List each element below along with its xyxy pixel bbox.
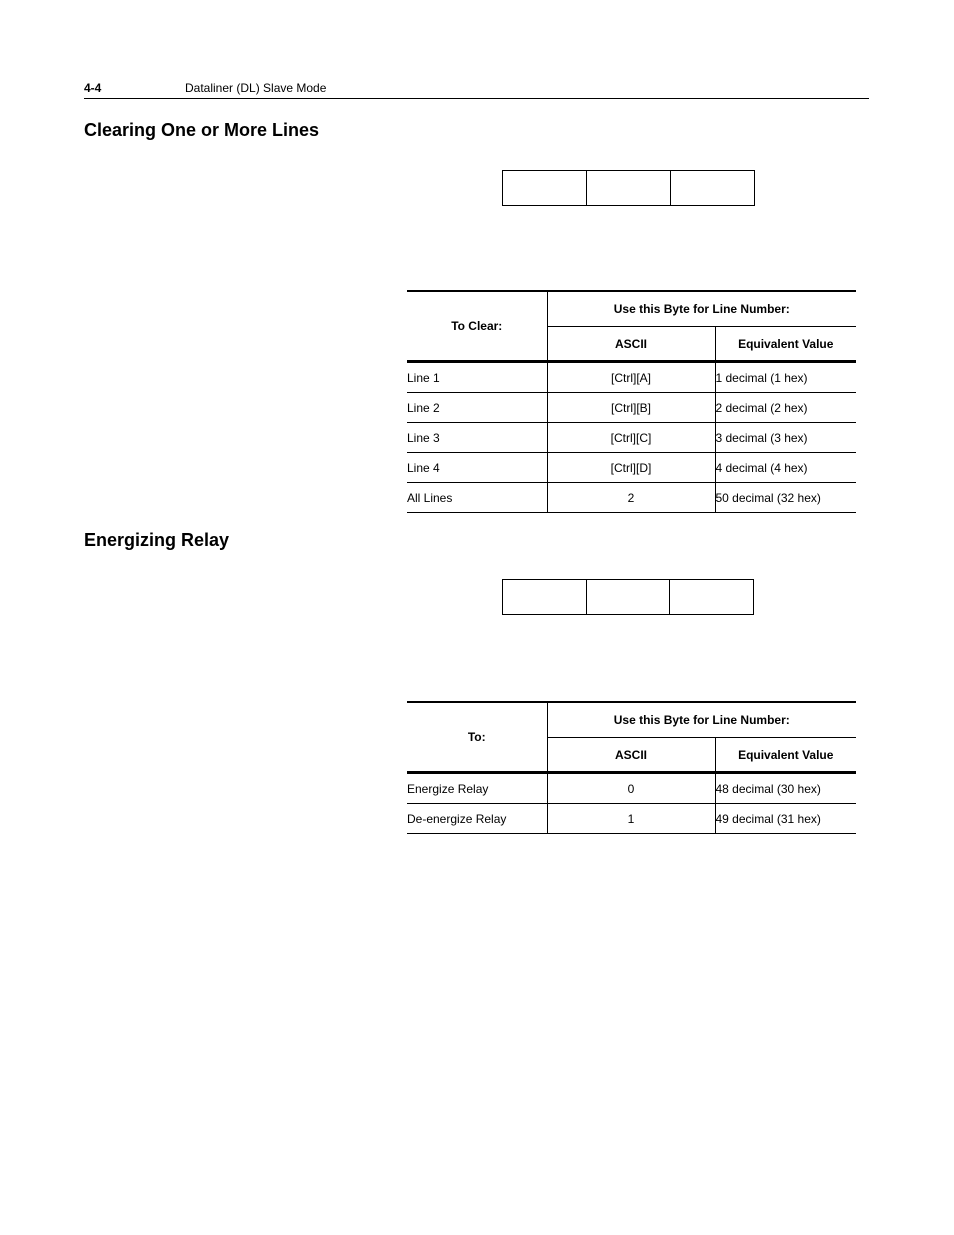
ascii-cell: [Ctrl][A] xyxy=(547,362,715,393)
energize-relay-table xyxy=(407,701,856,834)
value-cell: 2 decimal (2 hex) xyxy=(715,393,856,423)
byte-box xyxy=(503,171,586,205)
table-row xyxy=(407,804,856,834)
table-row xyxy=(407,483,856,513)
column-header-equivalent-value: Equivalent Value xyxy=(715,738,856,773)
row-label: All Lines xyxy=(407,483,547,513)
value-cell: 3 decimal (3 hex) xyxy=(715,423,856,453)
row-label: Line 3 xyxy=(407,423,547,453)
column-header-to-clear: To Clear: xyxy=(407,291,547,362)
group-header-byte: Use this Byte for Line Number: xyxy=(547,291,856,327)
byte-box xyxy=(670,171,754,205)
value-cell: 1 decimal (1 hex) xyxy=(715,362,856,393)
ascii-cell: [Ctrl][C] xyxy=(547,423,715,453)
value-cell: 49 decimal (31 hex) xyxy=(715,804,856,834)
ascii-cell: 0 xyxy=(547,773,715,804)
ascii-cell: 1 xyxy=(547,804,715,834)
table-row xyxy=(407,362,856,393)
row-label: Line 1 xyxy=(407,362,547,393)
column-header-to: To: xyxy=(407,702,547,773)
clear-lines-table xyxy=(407,290,856,513)
table-row xyxy=(407,453,856,483)
ascii-cell: [Ctrl][B] xyxy=(547,393,715,423)
row-label: De-energize Relay xyxy=(407,804,547,834)
row-label: Line 4 xyxy=(407,453,547,483)
section-heading-energizing-relay: Energizing Relay xyxy=(84,530,230,550)
ascii-cell: [Ctrl][D] xyxy=(547,453,715,483)
group-header-byte: Use this Byte for Line Number: xyxy=(547,702,856,738)
row-label: Line 2 xyxy=(407,393,547,423)
byte-box xyxy=(503,580,586,614)
column-header-equivalent-value: Equivalent Value xyxy=(715,327,856,362)
value-cell: 48 decimal (30 hex) xyxy=(715,773,856,804)
table-row xyxy=(407,423,856,453)
column-header-ascii: ASCII xyxy=(547,738,715,773)
byte-box xyxy=(586,580,670,614)
byte-format-boxes xyxy=(502,170,755,206)
header-rule xyxy=(84,98,869,99)
table-row xyxy=(407,393,856,423)
running-title: Dataliner (DL) Slave Mode xyxy=(185,81,327,95)
byte-format-boxes xyxy=(502,579,754,615)
byte-box xyxy=(669,580,753,614)
value-cell: 50 decimal (32 hex) xyxy=(715,483,856,513)
page-number: 4-4 xyxy=(84,81,102,95)
byte-box xyxy=(586,171,670,205)
ascii-cell: 2 xyxy=(547,483,715,513)
row-label: Energize Relay xyxy=(407,773,547,804)
column-header-ascii: ASCII xyxy=(547,327,715,362)
value-cell: 4 decimal (4 hex) xyxy=(715,453,856,483)
section-heading-clearing-lines: Clearing One or More Lines xyxy=(84,120,320,140)
table-row xyxy=(407,773,856,804)
